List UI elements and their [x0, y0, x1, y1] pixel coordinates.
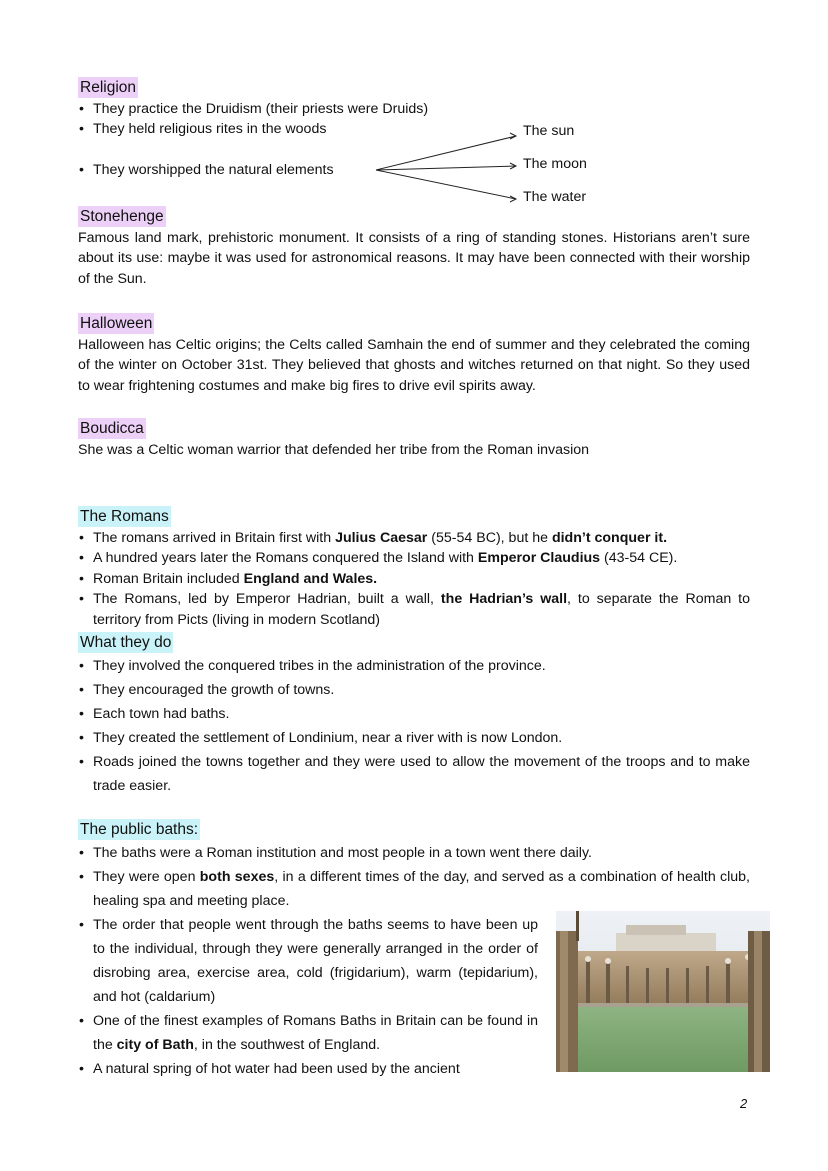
- stonehenge-text: Famous land mark, prehistoric monument. It consists of a ring of standing stones. Historians aren’t sure about its use: maybe it was used for astronomical reasons. It may have been connected with their worship of the Sun.: [78, 229, 750, 287]
- page-number: 2: [740, 1096, 748, 1111]
- list-item: • A hundred years later the Romans conquered the Island with Emperor Claudius (43-54 CE).: [78, 548, 750, 569]
- stonehenge-section: [78, 206, 750, 289]
- roman-baths-photo: [556, 911, 770, 1072]
- list-item: • The order that people went through the baths seems to have been up to the individual, through they were generally arranged in the order of disrobing area, exercise area, cold (frigidarium), warm (tepidarium), and hot (caldarium): [78, 913, 538, 1009]
- list-item: • They held religious rites in the woods: [78, 119, 750, 140]
- boudicca-text: She was a Celtic woman warrior that defended her tribe from the Roman invasion: [78, 441, 589, 458]
- what-they-do-section: [78, 632, 750, 798]
- list-item: • They created the settlement of Londinium, near a river with is now London.: [78, 726, 750, 750]
- romans-heading: The Romans: [80, 508, 169, 525]
- list-item: • They encouraged the growth of towns.: [78, 678, 750, 702]
- romans-list: [78, 528, 750, 631]
- halloween-section: [78, 313, 750, 396]
- list-item: • They were open both sexes, in a different times of the day, and served as a combination of health club, healing spa and meeting place.: [78, 865, 750, 913]
- list-item: • Roads joined the towns together and they were used to allow the movement of the troops and to make trade easier.: [78, 750, 750, 798]
- religion-heading: Religion: [80, 79, 137, 96]
- list-item: • The baths were a Roman institution and most people in a town went there daily.: [78, 841, 750, 865]
- religion-list: [78, 99, 750, 181]
- list-item: • The romans arrived in Britain first with Julius Caesar (55-54 BC), but he didn’t conquer it.: [78, 528, 750, 549]
- element-water: The water: [523, 189, 587, 205]
- what-they-do-heading: What they do: [80, 634, 172, 651]
- halloween-heading: Halloween: [80, 315, 153, 332]
- halloween-text: Halloween has Celtic origins; the Celts called Samhain the end of summer and they celebrated the coming of the winter on October 31st. They believed that ghosts and witches returned on that night. So they used to wear frightening costumes and make big fires to drive evil spirits away.: [78, 336, 750, 394]
- list-item: • The Romans, led by Emperor Hadrian, built a wall, the Hadrian’s wall, to separate the Roman to territory from Picts (living in modern Scotland): [78, 589, 750, 630]
- boudicca-heading: Boudicca: [80, 420, 144, 437]
- list-item: • They practice the Druidism (their priests were Druids): [78, 99, 750, 120]
- element-moon: The moon: [523, 156, 587, 172]
- stonehenge-heading: Stonehenge: [80, 208, 164, 225]
- list-item: • They involved the conquered tribes in the administration of the province.: [78, 654, 750, 678]
- list-item: • One of the finest examples of Romans Baths in Britain can be found in the city of Bath, in the southwest of England.: [78, 1009, 538, 1057]
- religion-section: [78, 77, 750, 180]
- list-item: • Roman Britain included England and Wales.: [78, 569, 750, 590]
- baths-heading: The public baths:: [80, 821, 199, 838]
- boudicca-section: [78, 418, 750, 460]
- list-item: • Each town had baths.: [78, 702, 750, 726]
- element-sun: The sun: [523, 123, 575, 139]
- list-item: • They worshipped the natural elements: [78, 160, 750, 181]
- what-they-do-list: [78, 654, 750, 798]
- list-item: • A natural spring of hot water had been used by the ancient: [78, 1057, 538, 1081]
- romans-section: [78, 506, 750, 630]
